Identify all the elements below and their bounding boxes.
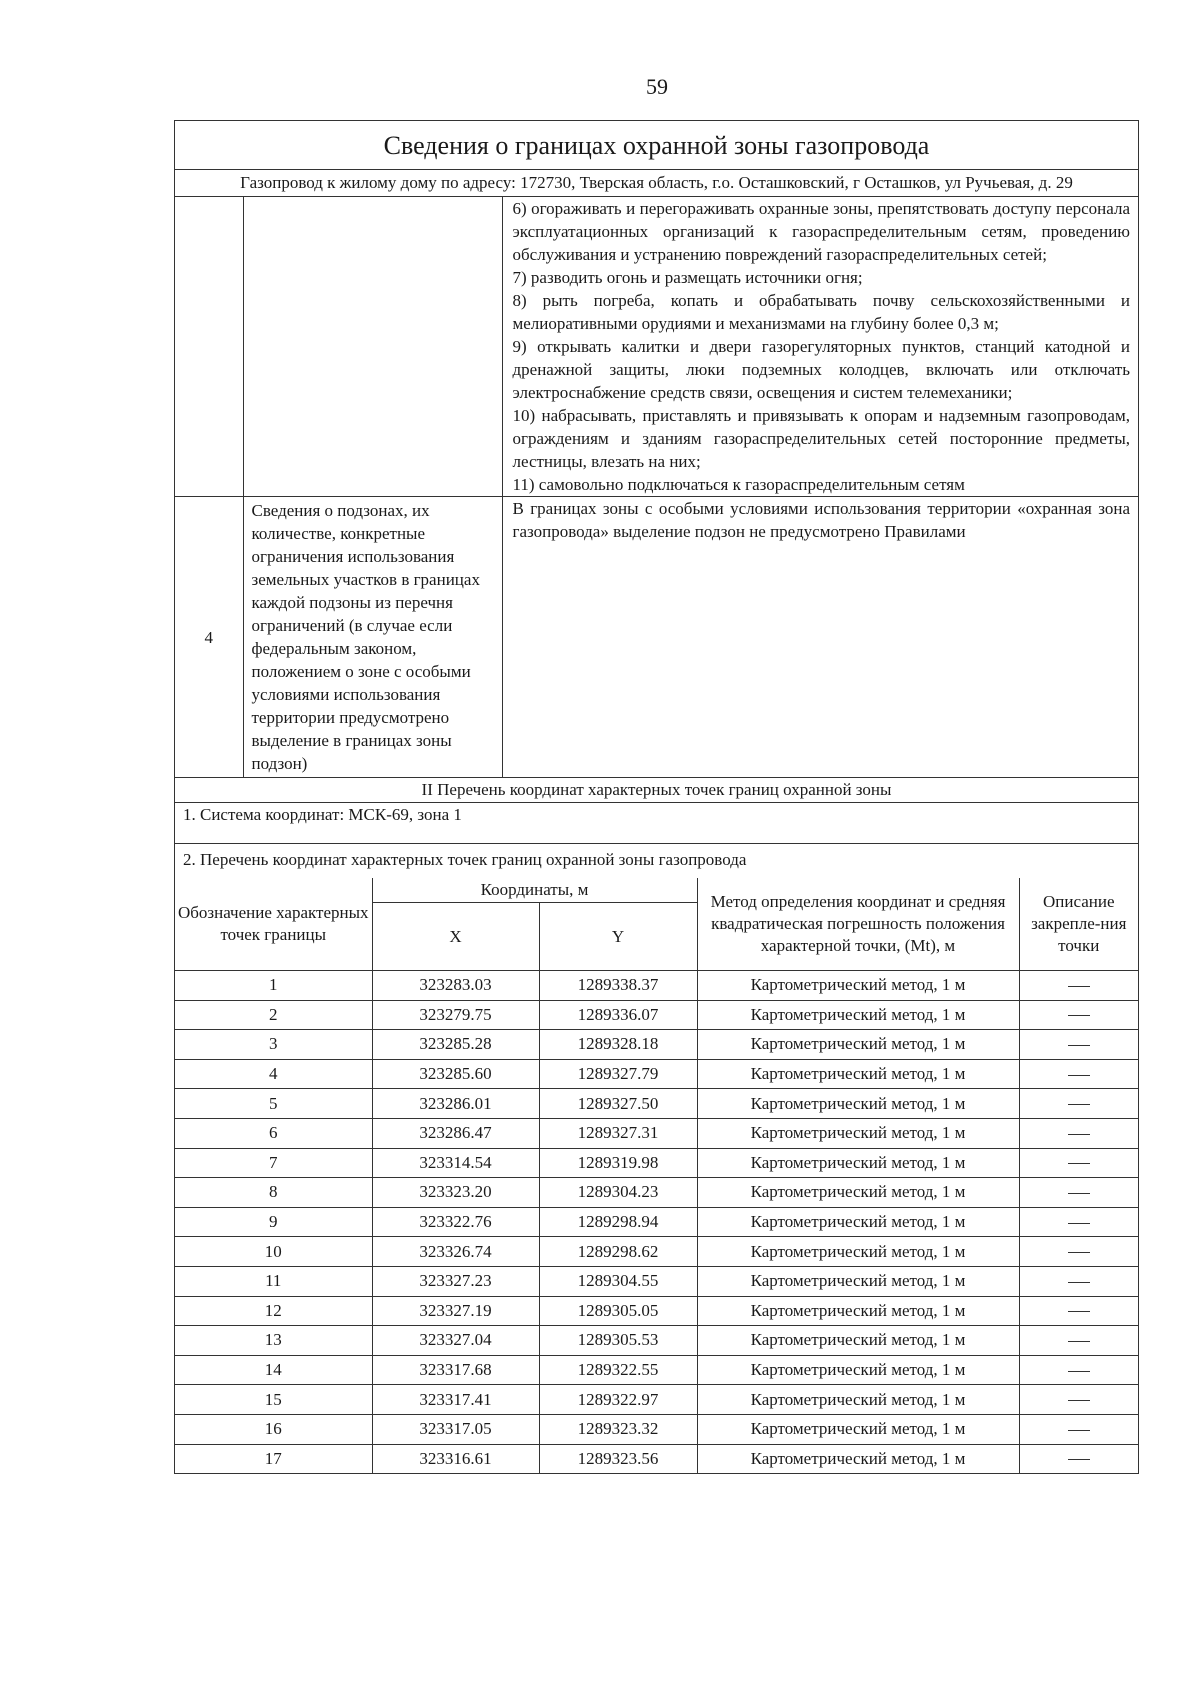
y-cell: 1289323.56 <box>539 1444 697 1473</box>
x-cell: 323317.68 <box>372 1355 539 1385</box>
method-cell: Картометрический метод, 1 м <box>697 1118 1019 1148</box>
point-number-cell: 10 <box>175 1237 372 1267</box>
y-cell: 1289322.55 <box>539 1355 697 1385</box>
document <box>174 120 1139 1474</box>
dash-mark <box>1068 1163 1090 1164</box>
x-cell: 323327.19 <box>372 1296 539 1326</box>
table-row <box>175 1414 1138 1444</box>
header-method <box>697 878 1019 971</box>
page-number: 59 <box>646 74 668 99</box>
y-cell: 1289305.53 <box>539 1326 697 1356</box>
table-row <box>175 1148 1138 1178</box>
dash-mark <box>1068 1282 1090 1283</box>
x-cell: 323285.28 <box>372 1030 539 1060</box>
restriction-item: 10) набрасывать, приставлять и привязывать к опорам и надземным газопроводам, ограждениям и зданиям газораспределительных сетей посторонние предметы, лестницы, влезать на них; <box>512 406 1130 471</box>
header-y: Y <box>539 903 697 971</box>
header-description: Описание закрепле-ния точки <box>1019 878 1138 971</box>
table-row <box>175 1000 1138 1030</box>
restrictions-row <box>175 197 1138 497</box>
x-cell: 323283.03 <box>372 971 539 1001</box>
point-number-cell: 4 <box>175 1059 372 1089</box>
method-cell: Картометрический метод, 1 м <box>697 1059 1019 1089</box>
dash-mark <box>1068 1252 1090 1253</box>
y-cell: 1289328.18 <box>539 1030 697 1060</box>
x-cell: 323285.60 <box>372 1059 539 1089</box>
header-method-text: Метод определения координат и средняя квадратическая погрешность положения характерной точки, (Mt), м <box>710 892 1006 955</box>
y-cell: 1289304.23 <box>539 1178 697 1208</box>
restriction-item: 7) разводить огонь и размещать источники огня; <box>512 268 863 287</box>
coordinates-body <box>175 971 1138 1474</box>
point-number-cell: 7 <box>175 1148 372 1178</box>
table-row <box>175 1385 1138 1415</box>
y-cell: 1289327.31 <box>539 1118 697 1148</box>
method-cell: Картометрический метод, 1 м <box>697 1030 1019 1060</box>
description-cell <box>1019 1089 1138 1119</box>
method-cell: Картометрический метод, 1 м <box>697 1355 1019 1385</box>
y-cell: 1289323.32 <box>539 1414 697 1444</box>
dash-mark <box>1068 1459 1090 1460</box>
table-row <box>175 1444 1138 1473</box>
dash-mark <box>1068 1045 1090 1046</box>
point-number-cell: 9 <box>175 1207 372 1237</box>
method-cell: Картометрический метод, 1 м <box>697 1178 1019 1208</box>
method-cell: Картометрический метод, 1 м <box>697 1385 1019 1415</box>
restriction-item: 11) самовольно подключаться к газораспределительным сетям <box>512 475 965 494</box>
point-number-cell: 6 <box>175 1118 372 1148</box>
x-cell: 323326.74 <box>372 1237 539 1267</box>
point-number-cell: 12 <box>175 1296 372 1326</box>
method-cell: Картометрический метод, 1 м <box>697 1414 1019 1444</box>
description-cell <box>1019 1178 1138 1208</box>
coordinate-system: 1. Система координат: МСК-69, зона 1 <box>175 802 1138 843</box>
coordinates-table <box>175 878 1138 1473</box>
dash-mark <box>1068 1104 1090 1105</box>
table-row <box>175 1059 1138 1089</box>
description-cell <box>1019 1266 1138 1296</box>
y-cell: 1289298.94 <box>539 1207 697 1237</box>
point-number-cell: 5 <box>175 1089 372 1119</box>
point-number-cell: 16 <box>175 1414 372 1444</box>
row-label: Сведения о подзонах, их количестве, конкретные ограничения использования земельных участков в границах каждой подзоны из перечня ограничений (в случае если федеральным законом, положением о зоне с особыми условиями использования территории предусмотрено выделение в границах зоны подзон) <box>243 497 502 778</box>
restriction-item: 6) огораживать и перегораживать охранные зоны, препятствовать доступу персонала эксплуатационных организаций к газораспределительным сетям, проведению обслуживания и устранению повреждений газораспределительных сетей; <box>512 199 1130 264</box>
restriction-item: 8) рыть погреба, копать и обрабатывать почву сельскохозяйственными и мелиоративными орудиями и механизмами на глубину более 0,3 м; <box>512 291 1130 333</box>
description-cell <box>1019 1030 1138 1060</box>
table-row <box>175 1030 1138 1060</box>
method-cell: Картометрический метод, 1 м <box>697 971 1019 1001</box>
table-row <box>175 1089 1138 1119</box>
x-cell: 323323.20 <box>372 1178 539 1208</box>
table-row <box>175 971 1138 1001</box>
description-cell <box>1019 1118 1138 1148</box>
document-subtitle: Газопровод к жилому дому по адресу: 172730, Тверская область, г.о. Осташковский, г Осташков, ул Ручьевая, д. 29 <box>175 170 1138 197</box>
x-cell: 323279.75 <box>372 1000 539 1030</box>
x-cell: 323327.04 <box>372 1326 539 1356</box>
point-number-cell: 1 <box>175 971 372 1001</box>
method-cell: Картометрический метод, 1 м <box>697 1326 1019 1356</box>
restrictions-list <box>502 197 1138 497</box>
y-cell: 1289305.05 <box>539 1296 697 1326</box>
method-cell: Картометрический метод, 1 м <box>697 1237 1019 1267</box>
point-number-cell: 3 <box>175 1030 372 1060</box>
header-x: X <box>372 903 539 971</box>
dash-mark <box>1068 1400 1090 1401</box>
y-cell: 1289304.55 <box>539 1266 697 1296</box>
y-cell: 1289327.79 <box>539 1059 697 1089</box>
point-number-cell: 13 <box>175 1326 372 1356</box>
section-title: II Перечень координат характерных точек границ охранной зоны <box>175 777 1138 802</box>
y-cell: 1289298.62 <box>539 1237 697 1267</box>
method-cell: Картометрический метод, 1 м <box>697 1266 1019 1296</box>
point-number-cell: 17 <box>175 1444 372 1473</box>
dash-mark <box>1068 1075 1090 1076</box>
restriction-item: 9) открывать калитки и двери газорегуляторных пунктов, станций катодной и дренажной защиты, люки подземных колодцев, включать или отключать электроснабжение средств связи, освещения и систем телемеханики; <box>512 337 1130 402</box>
dash-mark <box>1068 1371 1090 1372</box>
row-value: В границах зоны с особыми условиями использования территории «охранная зона газопровода» выделение подзон не предусмотрено Правилами <box>502 497 1138 778</box>
y-cell: 1289336.07 <box>539 1000 697 1030</box>
y-cell: 1289319.98 <box>539 1148 697 1178</box>
point-number-cell: 14 <box>175 1355 372 1385</box>
description-cell <box>1019 1326 1138 1356</box>
row-number: 4 <box>175 497 243 778</box>
description-cell <box>1019 1237 1138 1267</box>
document-title: Сведения о границах охранной зоны газопровода <box>175 121 1138 170</box>
info-table <box>175 197 1138 777</box>
x-cell: 323317.41 <box>372 1385 539 1415</box>
table-row <box>175 1237 1138 1267</box>
point-number-cell: 2 <box>175 1000 372 1030</box>
dash-mark <box>1068 1193 1090 1194</box>
description-cell <box>1019 1148 1138 1178</box>
table-row <box>175 1266 1138 1296</box>
x-cell: 323317.05 <box>372 1414 539 1444</box>
dash-mark <box>1068 1223 1090 1224</box>
dash-mark <box>1068 986 1090 987</box>
y-cell: 1289322.97 <box>539 1385 697 1415</box>
y-cell: 1289327.50 <box>539 1089 697 1119</box>
description-cell <box>1019 1207 1138 1237</box>
subzones-row <box>175 497 1138 778</box>
dash-mark <box>1068 1430 1090 1431</box>
dash-mark <box>1068 1015 1090 1016</box>
table-row <box>175 1207 1138 1237</box>
dash-mark <box>1068 1134 1090 1135</box>
y-cell: 1289338.37 <box>539 971 697 1001</box>
dash-mark <box>1068 1311 1090 1312</box>
description-cell <box>1019 1296 1138 1326</box>
table-row <box>175 1178 1138 1208</box>
header-point: Обозначение характерных точек границы <box>175 878 372 971</box>
table-row <box>175 1326 1138 1356</box>
point-number-cell: 15 <box>175 1385 372 1415</box>
description-cell <box>1019 971 1138 1001</box>
method-cell: Картометрический метод, 1 м <box>697 1207 1019 1237</box>
coordinate-list-title: 2. Перечень координат характерных точек границ охранной зоны газопровода <box>175 843 1138 878</box>
table-row <box>175 1118 1138 1148</box>
description-cell <box>1019 1000 1138 1030</box>
method-cell: Картометрический метод, 1 м <box>697 1444 1019 1473</box>
description-cell <box>1019 1444 1138 1473</box>
x-cell: 323286.01 <box>372 1089 539 1119</box>
table-row <box>175 1355 1138 1385</box>
point-number-cell: 8 <box>175 1178 372 1208</box>
method-cell: Картометрический метод, 1 м <box>697 1000 1019 1030</box>
description-cell <box>1019 1059 1138 1089</box>
x-cell: 323316.61 <box>372 1444 539 1473</box>
description-cell <box>1019 1385 1138 1415</box>
x-cell: 323286.47 <box>372 1118 539 1148</box>
dash-mark <box>1068 1341 1090 1342</box>
method-cell: Картометрический метод, 1 м <box>697 1089 1019 1119</box>
point-number-cell: 11 <box>175 1266 372 1296</box>
description-cell <box>1019 1355 1138 1385</box>
header-coords: Координаты, м <box>372 878 697 903</box>
x-cell: 323322.76 <box>372 1207 539 1237</box>
x-cell: 323327.23 <box>372 1266 539 1296</box>
method-cell: Картометрический метод, 1 м <box>697 1148 1019 1178</box>
x-cell: 323314.54 <box>372 1148 539 1178</box>
table-row <box>175 1296 1138 1326</box>
method-cell: Картометрический метод, 1 м <box>697 1296 1019 1326</box>
description-cell <box>1019 1414 1138 1444</box>
